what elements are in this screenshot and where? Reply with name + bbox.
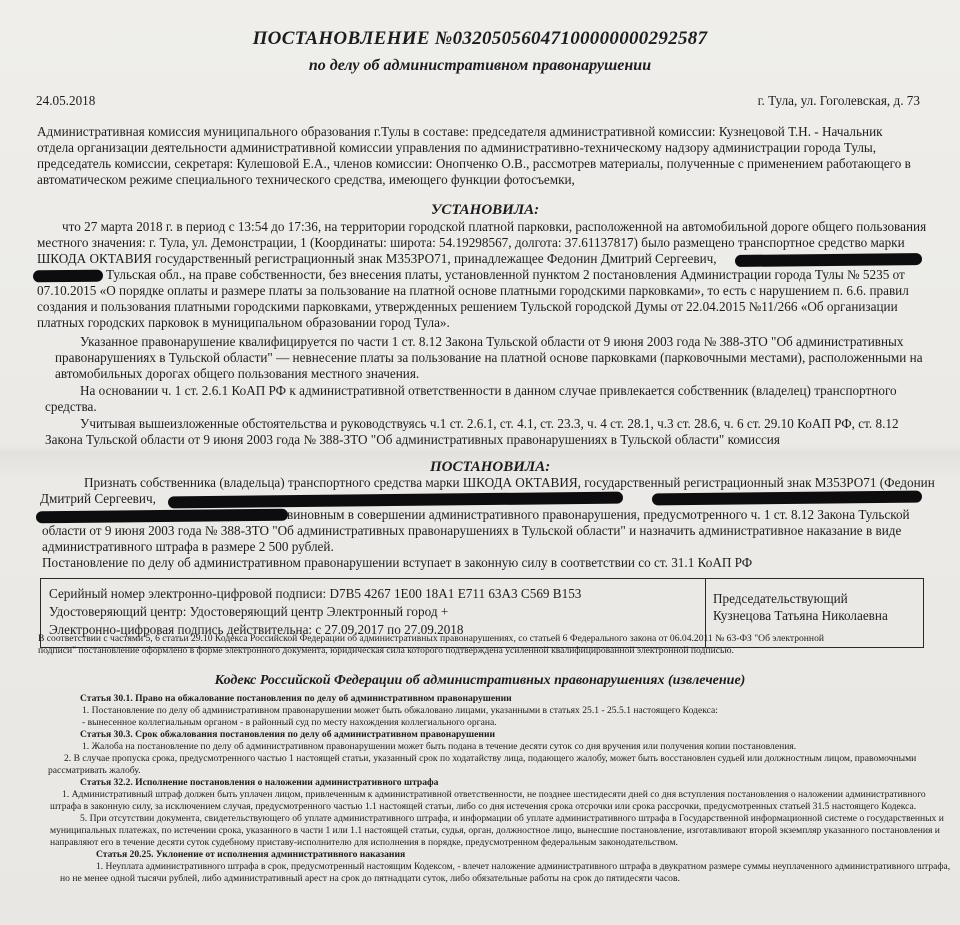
- body-line: Дмитрий Сергеевич,: [40, 491, 156, 506]
- codex-line: 1. Жалоба на постановление по делу об административном правонарушении может быть подана в течение десяти суток со дня вручения или получения копии постановления.: [82, 741, 797, 752]
- footnote-line: В соответствии с частями 5, 6 статьи 29.10 Кодекса Российской Федерации об административных правонарушениях, со статьей 6 Федерального закона от 06.04.2011 № 63-ФЗ "Об электронной: [38, 633, 825, 644]
- postanovila-heading: ПОСТАНОВИЛА:: [430, 459, 551, 475]
- body-line: Указанное правонарушение квалифицируется по части 1 ст. 8.12 Закона Тульской области от 9 июня 2003 года № 388-ЗТО "Об административных: [80, 334, 904, 349]
- footnote-line: подписи" постановление оформлено в форме электронного документа, юридическая сила которого подтверждена усиленной квалифицированной электронной подписью.: [38, 645, 734, 656]
- redaction-mark: [652, 491, 922, 506]
- codex-article-heading: Статья 30.1. Право на обжалование постановления по делу об административном правонарушении: [80, 693, 512, 704]
- body-line: что 27 марта 2018 г. в период с 13:54 до 17:36, на территории городской платной парковки, расположенной на автомобильной дороге общего пользования: [62, 219, 927, 234]
- codex-article-heading: Статья 32.2. Исполнение постановления о наложении административного штрафа: [80, 777, 439, 788]
- redaction-mark: [168, 492, 623, 509]
- redaction-mark: [735, 253, 922, 267]
- document-subtitle: по делу об административном правонарушении: [308, 57, 652, 74]
- codex-line: штрафа в законную силу, за исключением случая, предусмотренного частью 1.1 настоящей статьи, либо со дня истечения срока отсрочки или срока рассрочки, предусмотренных статьей 31.5 настоящего Кодекса.: [50, 801, 917, 812]
- codex-line: но не менее одной тысячи рублей, либо административный арест на срок до пятнадцати суток, либо обязательные работы на срок до пятидесяти часов.: [60, 873, 680, 884]
- codex-line: - вынесенное коллегиальным органом - в районный суд по месту нахождения коллегиального органа.: [82, 717, 497, 728]
- codex-title: Кодекс Российской Федерации об административных правонарушениях (извлечение): [214, 673, 746, 688]
- document-date: 24.05.2018: [36, 93, 96, 108]
- signature-role: Председательствующий: [713, 591, 848, 606]
- signature-name: Кузнецова Татьяна Николаевна: [713, 608, 888, 623]
- body-line: Закона Тульской области от 9 июня 2003 года № 388-ЗТО "Об административных правонарушениях в Тульской области" комиссия: [45, 432, 780, 447]
- codex-line: 1. Неуплата административного штрафа в срок, предусмотренный настоящим Кодексом, - влечет наложение административного штрафа в двукратном размере суммы неуплаченного административного штрафа,: [96, 861, 951, 872]
- document-title: ПОСТАНОВЛЕНИЕ №03205056047100000000292587: [252, 28, 708, 49]
- codex-line: 2. В случае пропуска срока, предусмотренного частью 1 настоящей статьи, указанный срок по ходатайству лица, подающего жалобу, может быть восстановлен судьей или должностным лицом, правомочными: [64, 753, 917, 764]
- body-line: правонарушениях в Тульской области" — невнесение платы за пользование на платной основе парковками (парковочными местами), расположенными на: [55, 350, 923, 365]
- signature-center: Удостоверяющий центр: Удостоверяющий центр Электронный город +: [49, 604, 449, 619]
- signature-serial: Серийный номер электронно-цифровой подписи: D7B5 4267 1E00 18A1 E711 63A3 C569 B153: [49, 586, 582, 601]
- intro-line: Административная комиссия муниципального образования г.Тулы в составе: председателя административной комиссии: Кузнецовой Т.Н. - Начальник: [37, 124, 883, 139]
- body-line: платных городских парковок в муниципальном образовании город Тула».: [37, 315, 450, 330]
- codex-line: 1. Постановление по делу об административном правонарушении может быть обжаловано лицами, указанными в статьях 25.1 - 25.5.1 настоящего Кодекса:: [82, 705, 718, 716]
- codex-line: муниципальных платежах, по истечении срока, указанного в части 1 или 1.1 настоящей статьи, судья, орган, должностное лицо, вынесшие постановление, изготавливают второй экземпляр указанного постановления и: [50, 825, 940, 836]
- document-place: г. Тула, ул. Гоголевская, д. 73: [757, 93, 920, 108]
- body-line: На основании ч. 1 ст. 2.6.1 КоАП РФ к административной ответственности в данном случае привлекается собственник (владелец) транспортного: [80, 383, 897, 398]
- body-line: Учитывая вышеизложенные обстоятельства и руководствуясь ч.1 ст. 2.6.1, ст. 4.1, ст. 23.3, ч. 4 ст. 28.1, ч.3 ст. 28.6, ч. 6 ст. 29.10 КоАП РФ, ст. 8.12: [80, 416, 899, 431]
- body-line: административного штрафа в размере 2 500 рублей.: [42, 539, 334, 554]
- redaction-mark: [36, 509, 288, 524]
- intro-line: отдела организации деятельности административной комиссии управления по административно-техническому надзору администрации города Тулы,: [37, 140, 877, 155]
- codex-line: 1. Административный штраф должен быть уплачен лицом, привлеченным к административной ответственности, не позднее шестидесяти дней со дня вступления постановления о наложении административного: [62, 789, 926, 800]
- codex-article-heading: Статья 30.3. Срок обжалования постановления по делу об административном правонарушении: [80, 729, 495, 740]
- body-line: Признать собственника (владельца) транспортного средства марки ШКОДА ОКТАВИЯ, государственный регистрационный знак М353РО71 (Федонин: [84, 475, 935, 490]
- codex-line: рассматривать жалобу.: [48, 765, 141, 776]
- body-line: автомобильных дорогах общего пользования местного значения.: [55, 366, 420, 381]
- body-line: области от 9 июня 2003 года № 388-ЗТО "Об административных правонарушениях в Тульской области" и назначить административное наказание в виде: [42, 523, 902, 538]
- ustanovila-heading: УСТАНОВИЛА:: [431, 202, 540, 218]
- body-line: местного значения: г. Тула, ул. Демонстрации, 1 (Координаты: широта: 54.19298567, долгота: 37.61137817) было размещено транспортное средство марки: [37, 235, 905, 250]
- codex-article-heading: Статья 20.25. Уклонение от исполнения административного наказания: [96, 849, 406, 860]
- body-line: Постановление по делу об административном правонарушении вступает в законную силу в соответствии со ст. 31.1 КоАП РФ: [42, 555, 753, 570]
- signature-validity: Электронно-цифровая подпись действительна: с 27.09.2017 по 27.09.2018: [49, 622, 464, 637]
- body-line: создания и пользования платными городскими парковками, утвержденных решением Тульской городской Думы от 22.04.2015 №11/266 «Об организации: [37, 299, 898, 314]
- body-line: 07.10.2015 «О порядке оплаты и размере платы за пользование на платной основе платными городскими парковками», то есть с нарушением п. 6.6. правил: [37, 283, 909, 298]
- body-line: Тульская обл., на праве собственности, без внесения платы, установленной пунктом 2 постановления Администрации города Тулы № 5235 от: [106, 267, 905, 282]
- body-line: ШКОДА ОКТАВИЯ государственный регистрационный знак М353РО71, принадлежащее Федонин Дмитрий Сергеевич,: [37, 251, 717, 266]
- intro-line: автоматическом режиме специального технического средства, имеющего функции фотосъемки,: [37, 172, 575, 187]
- body-line: виновным в совершении административного правонарушения, предусмотренного ч. 1 ст. 8.12 Закона Тульской: [287, 507, 910, 522]
- intro-line: председатель комиссии, секретаря: Кулешовой Е.А., членов комиссии: Онопченко О.В., рассмотрев материалы, полученные с применением работающего в: [37, 156, 911, 171]
- body-line: средства.: [45, 399, 97, 414]
- codex-line: 5. При отсутствии документа, свидетельствующего об уплате административного штрафа, и информации об уплате административного штрафа в Государственной информационной системе о государственных и: [80, 813, 944, 824]
- codex-line: направляют его в течение десяти суток судебному приставу-исполнителю для исполнения в порядке, предусмотренном федеральным законодательством.: [50, 837, 678, 848]
- redaction-mark: [33, 270, 103, 283]
